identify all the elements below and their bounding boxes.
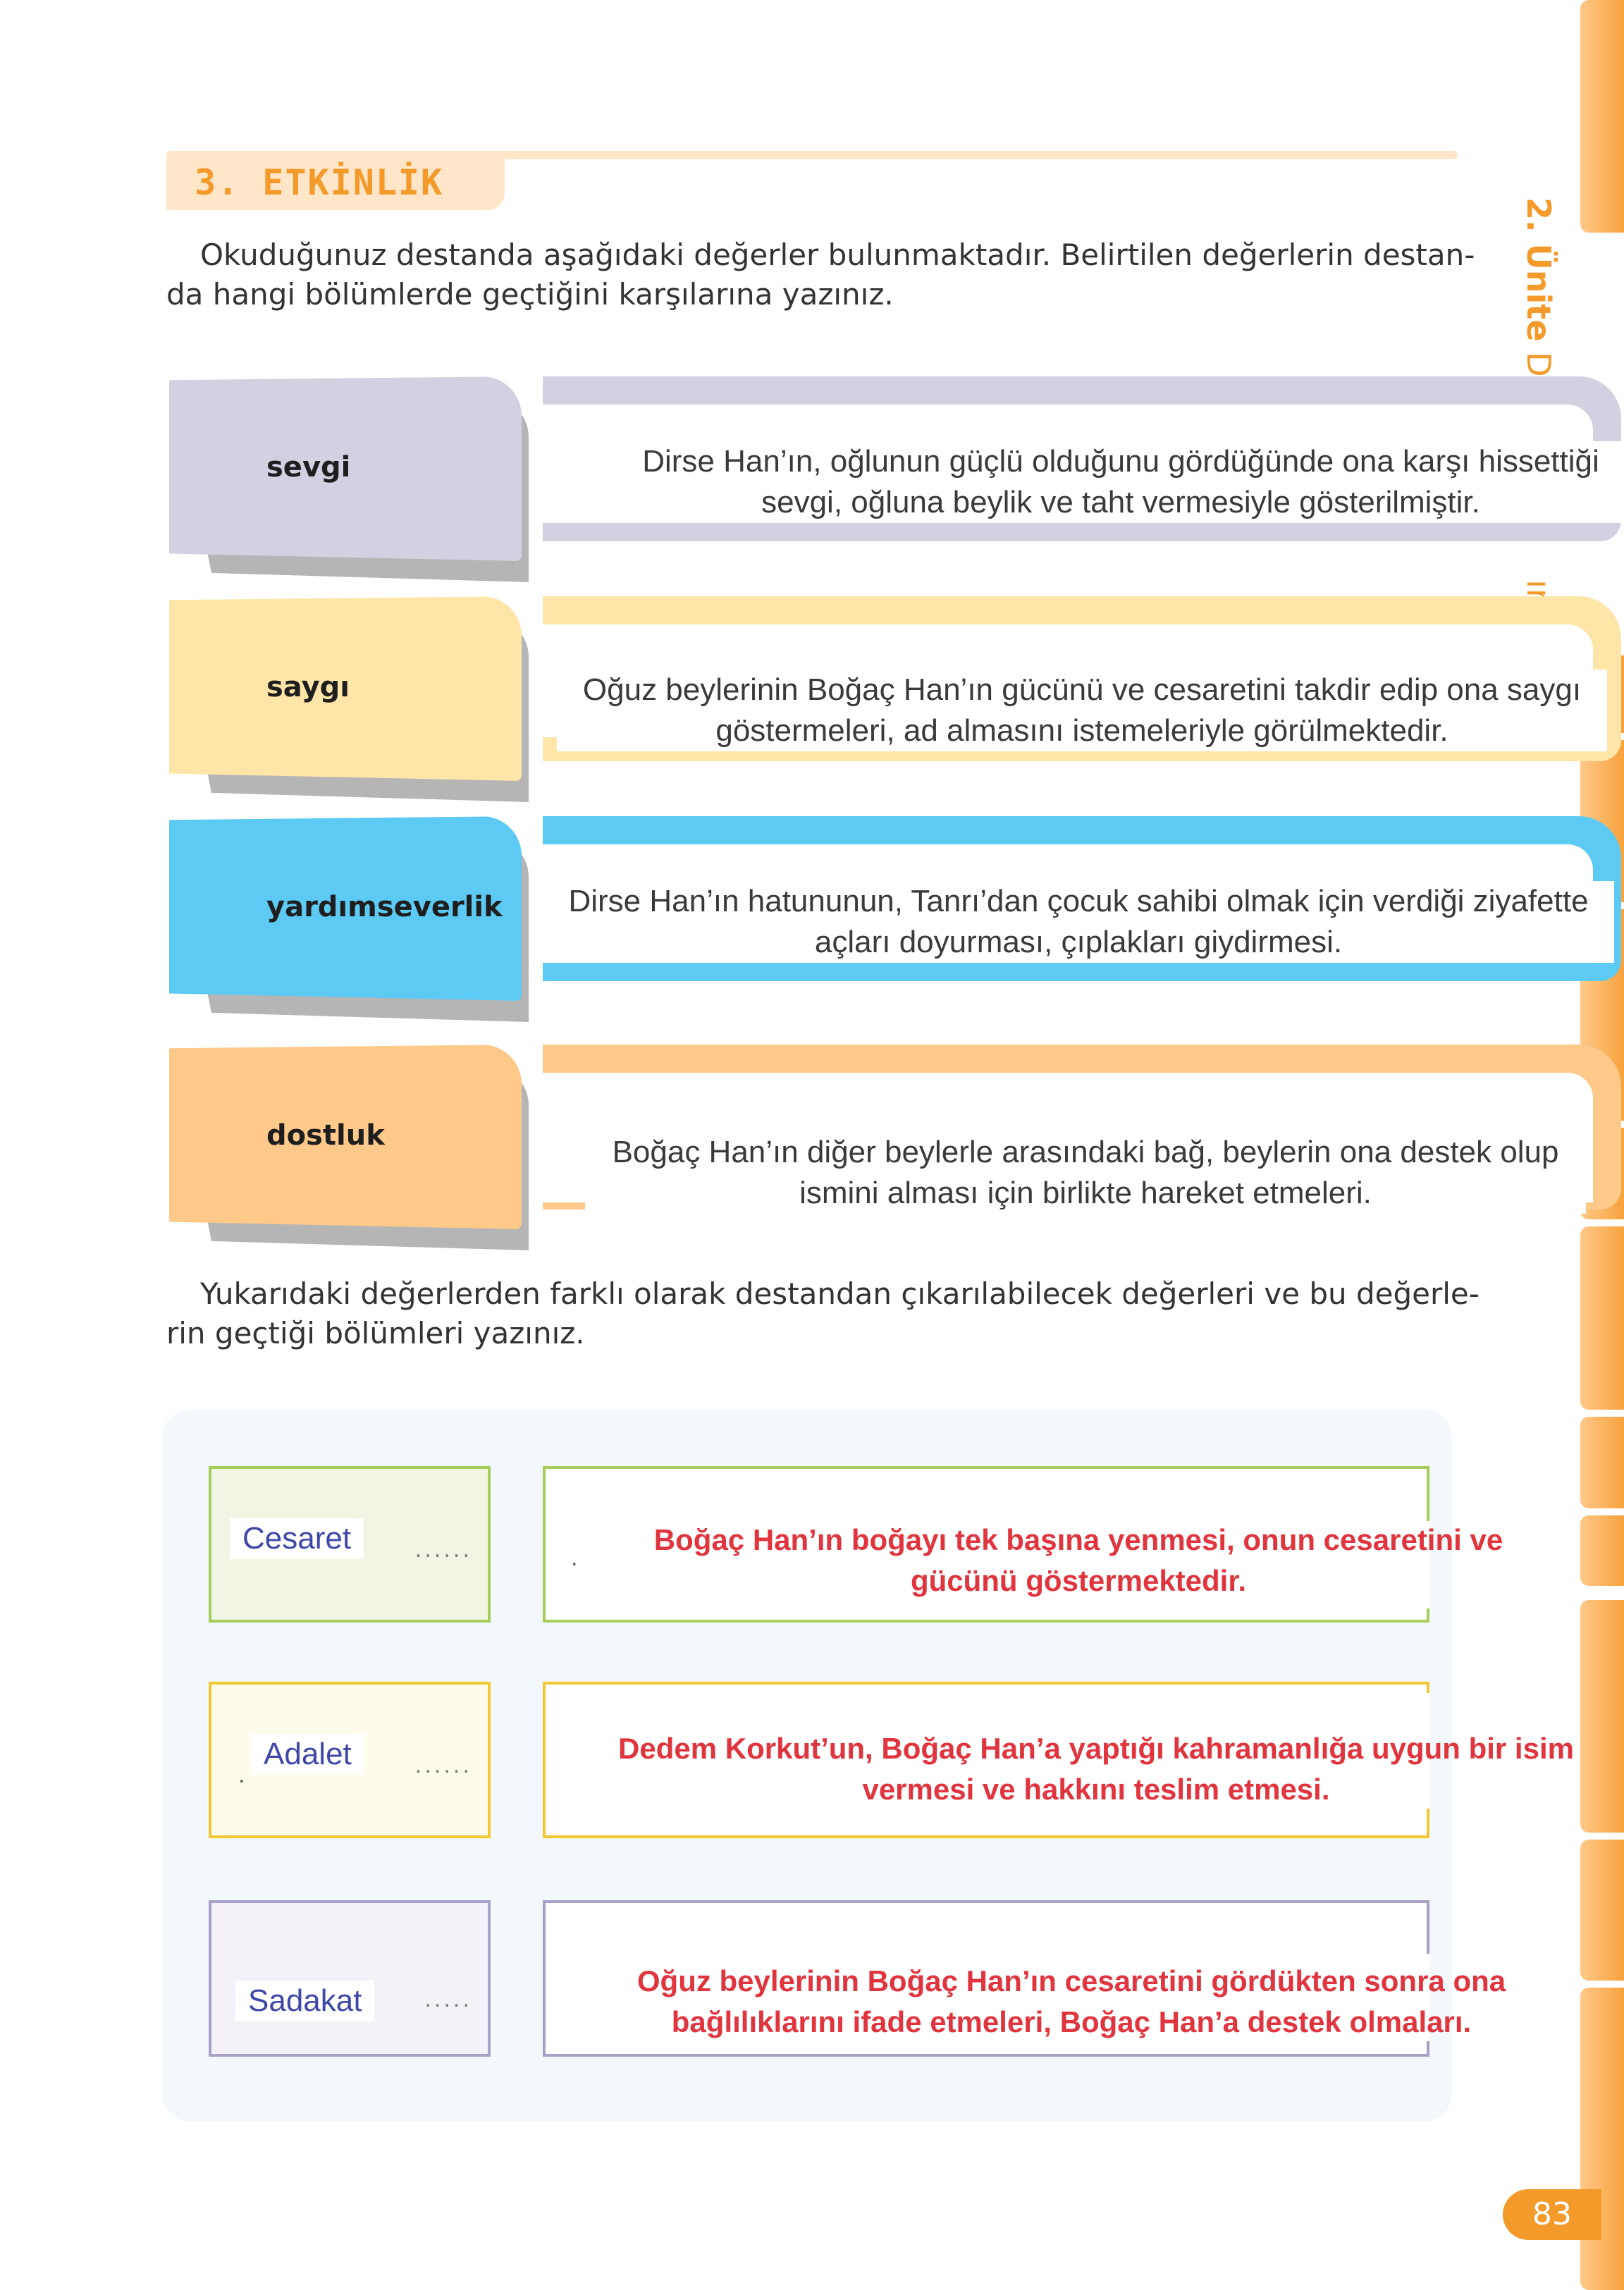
value-description-line-1: Oğuz beylerinin Boğaç Han’ın gücünü ve cesaretini takdir edip ona saygı <box>582 672 1582 707</box>
value-description-line-1: Dirse Han’ın, oğlunun güçlü olduğunu gördüğünde ona karşı hissettiği <box>642 444 1599 479</box>
second-task-line-1: Yukarıdaki değerlerden farklı olarak destandan çıkarılabilecek değerleri ve bu değerle- <box>200 1276 1480 1311</box>
answer-line-1: Oğuz beylerinin Boğaç Han’ın cesaretini gördükten sonra ona <box>636 1964 1506 1997</box>
value-description-line-2: açları doyurması, çıplakları giydirmesi. <box>814 925 1343 959</box>
answer-lead-dot: . <box>571 1546 578 1571</box>
value-description <box>585 1132 1586 1214</box>
value-lead-dot: . <box>238 1763 245 1788</box>
value-description-line-2: ismini alması için birlikte hareket etmeleri. <box>799 1176 1372 1210</box>
value-row-dostluk <box>162 1045 1614 1256</box>
intro-line-2: da hangi bölümlerde geçtiğini karşılarına yazınız. <box>166 277 894 312</box>
intro-paragraph <box>166 235 1475 314</box>
answer-line-2: gücünü göstermektedir. <box>910 1564 1247 1597</box>
value-input-text: Adalet <box>251 1734 364 1775</box>
answer-box-edge <box>1427 1682 1429 1693</box>
answer-box-edge <box>1427 1608 1429 1623</box>
dotted-line: ...... <box>414 1538 472 1563</box>
value-description <box>543 441 1624 523</box>
answer-line-2: bağlılıklarını ifade etmeleri, Boğaç Han’a destek olmaları. <box>671 2005 1472 2038</box>
value-label: dostluk <box>266 1119 385 1152</box>
intro-line-1: Okuduğunuz destanda aşağıdaki değerler bulunmaktadır. Belirtilen değerlerin destan- <box>200 238 1475 272</box>
answer-box-edge <box>1427 2041 1429 2057</box>
value-input-sadakat[interactable] <box>209 1900 491 2057</box>
value-row-saygi <box>162 596 1614 808</box>
answer-line-1: Dedem Korkut’un, Boğaç Han’a yaptığı kahramanlığa uygun bir isim <box>618 1732 1574 1765</box>
answer-text-adalet <box>557 1728 1624 1810</box>
value-label: yardımseverlik <box>266 891 503 923</box>
value-description-line-1: Boğaç Han’ın diğer beylerle arasındaki bağ, beylerin ona destek olup <box>612 1135 1559 1169</box>
value-input-text: Cesaret <box>230 1518 364 1559</box>
value-label: sevgi <box>266 451 351 484</box>
unit-number: 2. Ünite <box>1520 197 1558 342</box>
value-input-adalet[interactable] <box>209 1682 491 1838</box>
answer-box-edge <box>1427 1466 1429 1521</box>
dotted-line: ...... <box>414 1754 472 1778</box>
second-task-line-2: rin geçtiği bölümleri yazınız. <box>166 1316 585 1350</box>
dotted-line: ..... <box>424 1988 472 2012</box>
activity-heading-text: 3. ETKİNLİK <box>195 162 444 203</box>
value-description-line-2: göstermeleri, ad almasını istemeleriyle görülmektedir. <box>715 713 1448 748</box>
activity-heading <box>166 158 505 210</box>
value-label: saygı <box>266 671 350 703</box>
answer-line-2: vermesi ve hakkını teslim etmesi. <box>862 1773 1330 1806</box>
value-input-cesaret[interactable] <box>209 1466 491 1623</box>
second-task-paragraph <box>166 1274 1480 1353</box>
page-number: 83 <box>1503 2189 1601 2240</box>
value-description <box>557 670 1607 751</box>
value-input-text: Sadakat <box>235 1981 374 2021</box>
answer-box-edge <box>1427 1900 1429 1954</box>
value-description-line-2: sevgi, oğluna beylik ve taht vermesiyle gösterilmiştir. <box>761 485 1480 519</box>
value-row-yardimseverlik <box>162 816 1614 1028</box>
answer-line-1: Boğaç Han’ın boğayı tek başına yenmesi, onun cesaretini ve <box>653 1523 1503 1556</box>
answer-text-cesaret <box>550 1520 1607 1601</box>
answer-text-sadakat <box>557 1961 1586 2043</box>
answer-box-edge <box>1427 1809 1429 1838</box>
value-row-sevgi <box>162 376 1614 588</box>
value-description <box>543 881 1614 963</box>
value-description-line-1: Dirse Han’ın hatununun, Tanrı’dan çocuk sahibi olmak için verdiği ziyafette <box>568 884 1589 918</box>
